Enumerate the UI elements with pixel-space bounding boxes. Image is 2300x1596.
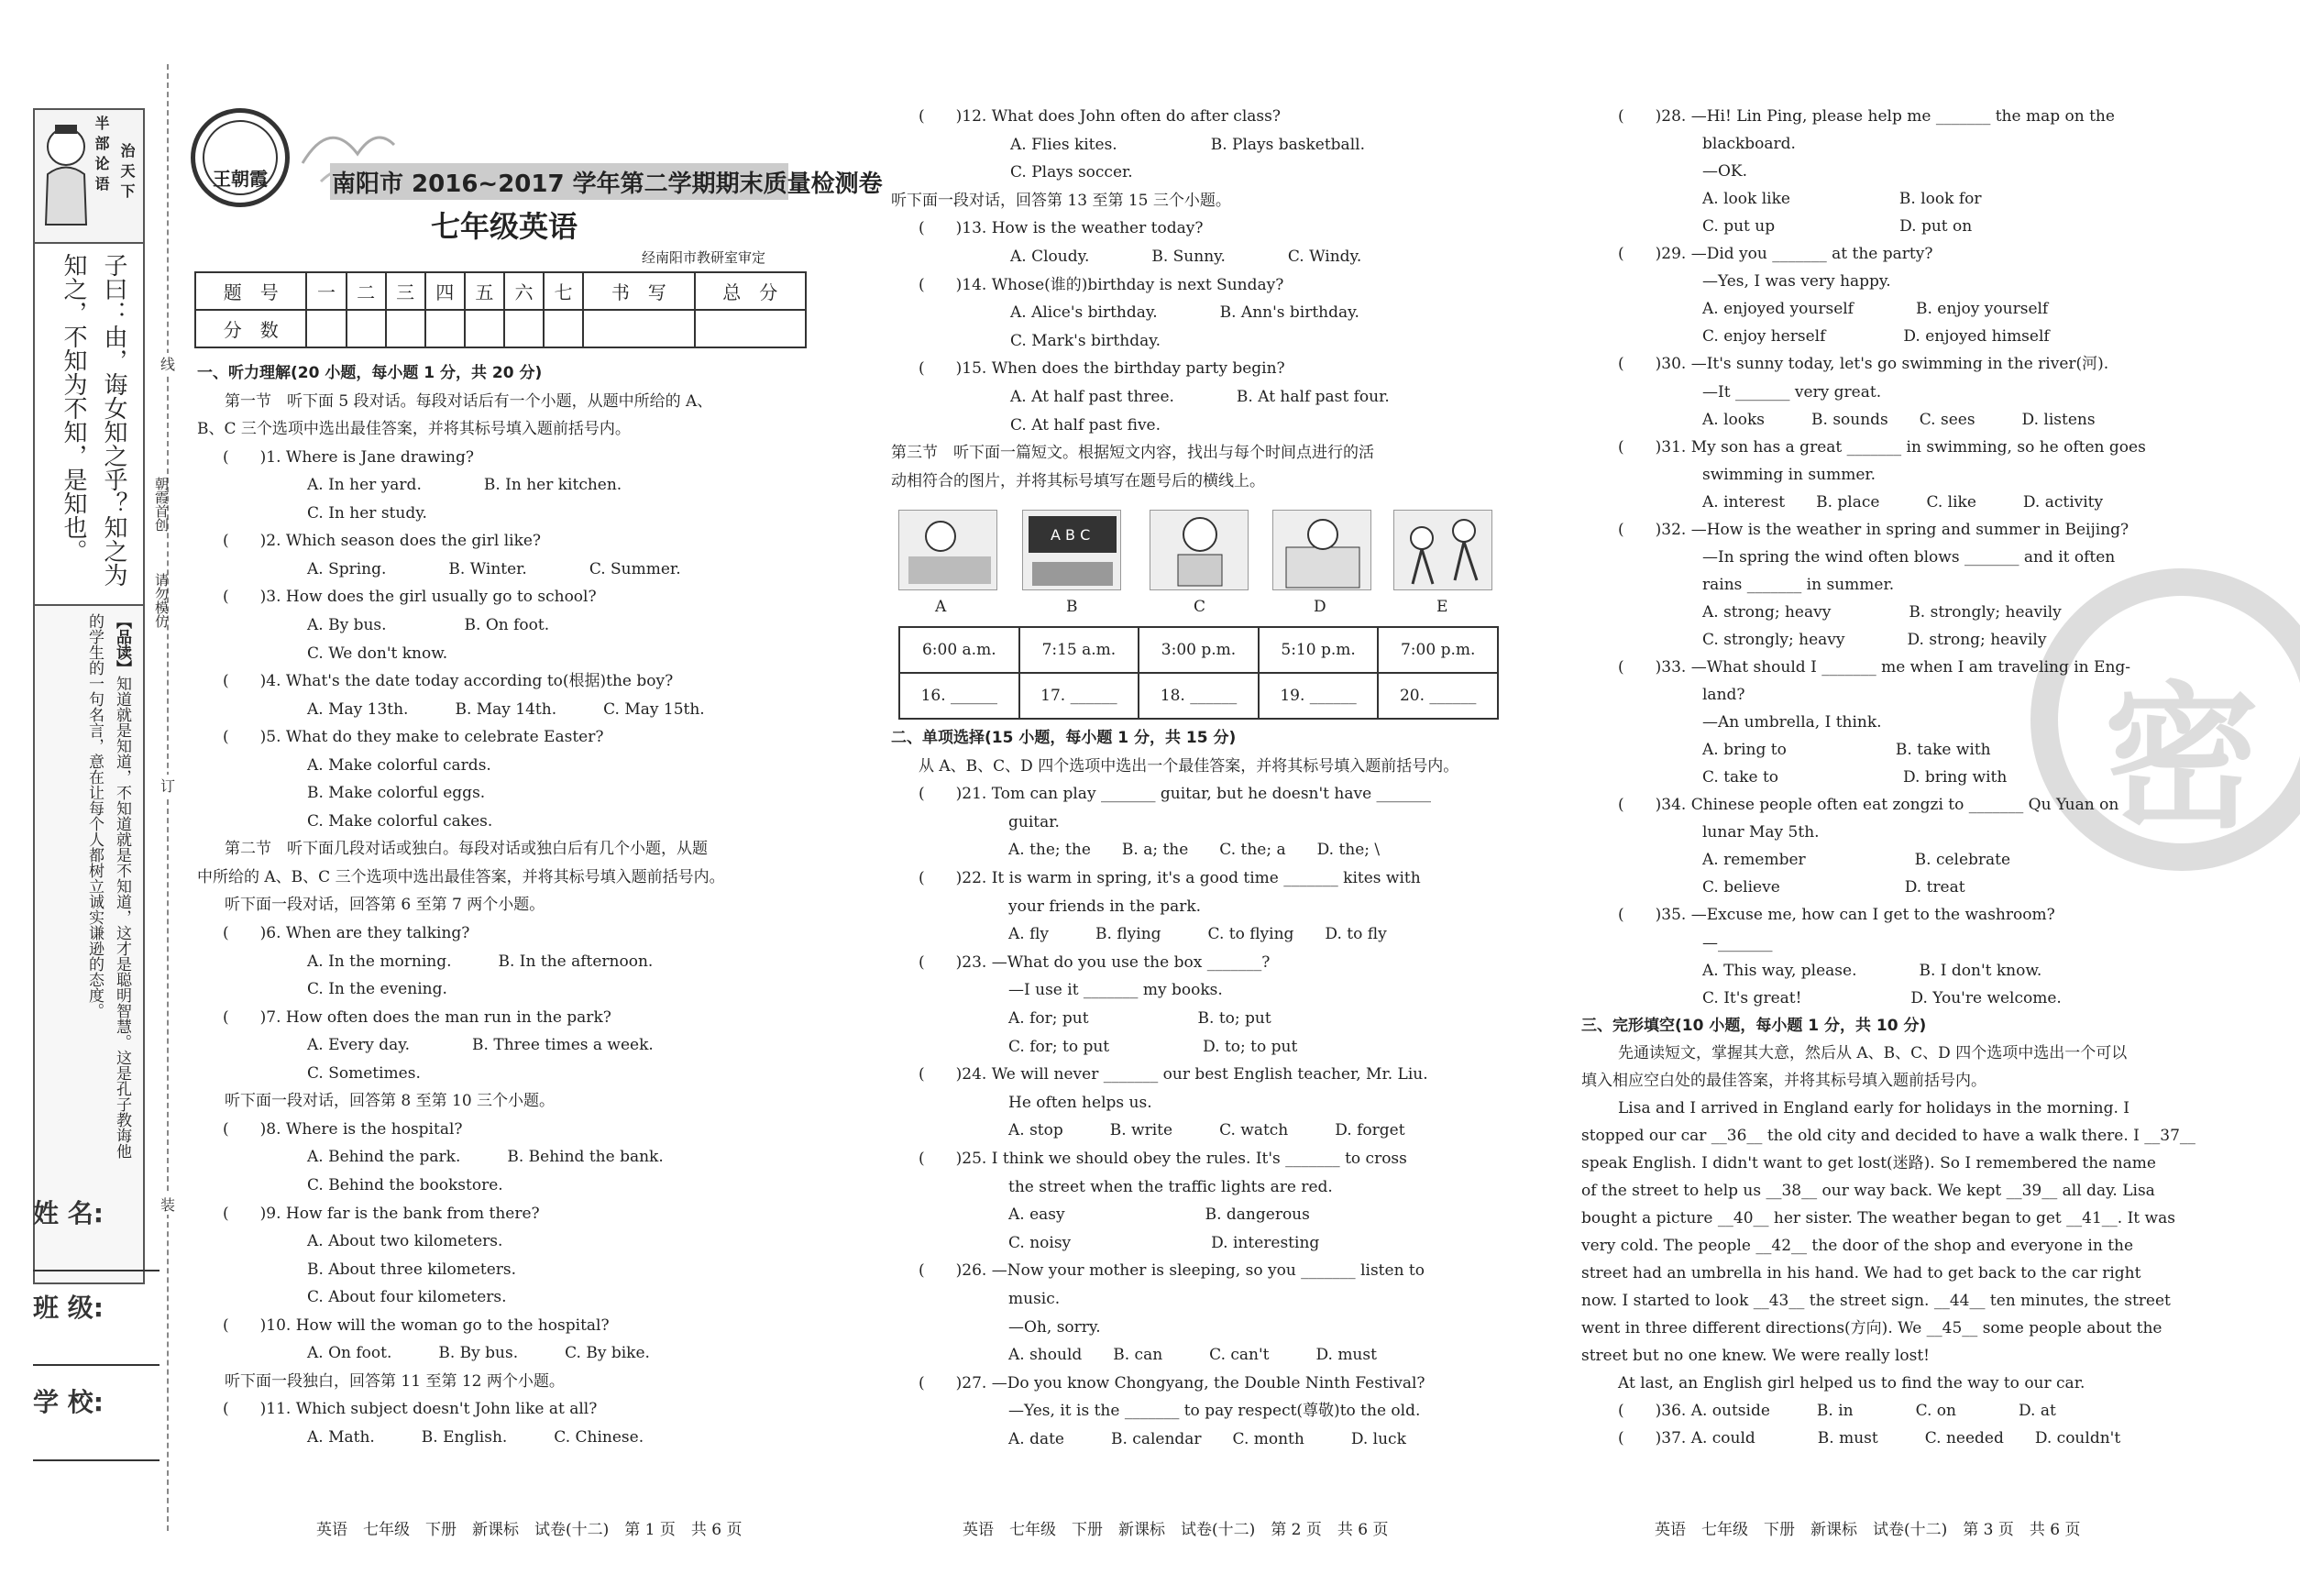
text-line: ( )22. It is warm in spring, it's a good time _______ kites with bbox=[919, 869, 1421, 887]
sidebar-reading-box bbox=[33, 606, 145, 1284]
time-cell: 5:10 p.m. bbox=[1259, 627, 1379, 673]
text-line: A. easy B. dangerous bbox=[1008, 1205, 1310, 1225]
time-cell: 7:00 p.m. bbox=[1378, 627, 1498, 673]
text-line: A. Make colorful cards. bbox=[307, 755, 491, 775]
text-line: rains _______ in summer. bbox=[1702, 575, 1895, 594]
text-line: C. We don't know. bbox=[307, 644, 448, 663]
text-line: ( )12. What does John often do after class? bbox=[919, 107, 1281, 126]
text-line: A. look like B. look for bbox=[1702, 190, 1982, 209]
text-line: —OK. bbox=[1702, 162, 1748, 182]
score-cell: 六 bbox=[504, 272, 544, 310]
text-line: C. It's great! D. You're welcome. bbox=[1702, 988, 2062, 1007]
text-line: Lisa and I arrived in England early for holidays in the morning. I bbox=[1618, 1098, 2129, 1117]
text-line: ( )28. —Hi! Lin Ping, please help me _______ the map on the bbox=[1618, 107, 2115, 126]
text-line: street but no one knew. We were really lost! bbox=[1581, 1347, 1931, 1366]
text-line: —Yes, I was very happy. bbox=[1702, 272, 1891, 292]
text-line: C. take to D. bring with bbox=[1702, 768, 2008, 787]
page-column-3 bbox=[1581, 0, 2195, 1467]
binding-dash-line bbox=[167, 64, 169, 1531]
dash-label-xian: 线 bbox=[158, 353, 178, 374]
logo-text: 王朝霞 bbox=[213, 168, 268, 190]
footer-page-3: 英语 七年级 下册 新课标 试卷(十二) 第 3 页 共 6 页 bbox=[1655, 1521, 2081, 1539]
text-line: ( )21. Tom can play _______ guitar, but he doesn't have _______ bbox=[919, 785, 1432, 804]
text-line: A. Every day. B. Three times a week. bbox=[307, 1036, 654, 1055]
text-line: A. By bus. B. On foot. bbox=[307, 615, 550, 634]
time-cell: 3:00 p.m. bbox=[1139, 627, 1259, 673]
text-line: C. Mark's birthday. bbox=[1010, 331, 1161, 350]
footer-page-2: 英语 七年级 下册 新课标 试卷(十二) 第 2 页 共 6 页 bbox=[963, 1521, 1389, 1539]
text-line: ( )25. I think we should obey the rules. It's _______ to cross bbox=[919, 1150, 1407, 1168]
text-line: stopped our car __36__ the old city and decided to have a walk there. I __37__ bbox=[1581, 1126, 2195, 1145]
text-line: ( )15. When does the birthday party begin? bbox=[919, 359, 1285, 379]
text-line: street had an umbrella in his hand. We had to get back to the car right bbox=[1581, 1264, 2141, 1283]
text-line: ( )36. A. outside B. in C. on D. at bbox=[1618, 1402, 2056, 1421]
text-line: He often helps us. bbox=[1008, 1093, 1152, 1112]
dash-label-zhuang: 装 bbox=[158, 1194, 178, 1215]
sidebar-label-1: 半部论语 bbox=[93, 116, 110, 196]
picture-label-a: A bbox=[935, 598, 947, 616]
text-line: C. Behind the bookstore. bbox=[307, 1175, 503, 1194]
score-cell: 二 bbox=[347, 272, 386, 310]
text-line: A. looks B. sounds C. sees D. listens bbox=[1702, 410, 2096, 429]
exam-title: 南阳市 2016~2017 学年第二学期期末质量检测卷 bbox=[332, 171, 883, 198]
score-cell: 五 bbox=[465, 272, 504, 310]
reading-text: 知道就是知道，不知道就是不知道，这才是聪明智慧。这是孔子教诲他的学生的一句名言，意在让每个人都树立诚实谦逊的态度。 bbox=[85, 613, 131, 1159]
text-line: ( )8. Where is the hospital? bbox=[223, 1119, 463, 1139]
class-line[interactable] bbox=[33, 1364, 160, 1366]
picture-label-b: B bbox=[1066, 598, 1078, 616]
text-line: ( )23. —What do you use the box _______? bbox=[919, 952, 1271, 972]
text-line: B、C 三个选项中选出最佳答案，并将其标号填入题前括号内。 bbox=[197, 420, 631, 439]
school-line[interactable] bbox=[33, 1459, 160, 1461]
text-line: —In spring the wind often blows _______ and it often bbox=[1702, 547, 2116, 567]
subject-title: 七年级英语 bbox=[431, 209, 578, 244]
text-line: —_______ bbox=[1702, 933, 1773, 952]
text-line: A. This way, please. B. I don't know. bbox=[1702, 961, 2042, 980]
text-line: C. believe D. treat bbox=[1702, 878, 1965, 897]
text-line: land? bbox=[1702, 686, 1745, 705]
text-line: A. About two kilometers. bbox=[307, 1232, 503, 1251]
text-line: ( )33. —What should I _______ me when I am traveling in Eng- bbox=[1618, 658, 2131, 677]
text-line: 三、完形填空(10 小题，每小题 1 分，共 10 分) bbox=[1581, 1016, 1927, 1035]
picture-label-c: C bbox=[1194, 598, 1206, 616]
text-line: 听下面一段对话，回答第 8 至第 10 三个小题。 bbox=[225, 1092, 556, 1111]
text-line: C. Plays soccer. bbox=[1010, 163, 1133, 182]
text-line: ( )31. My son has a great _______ in swimming, so he often goes bbox=[1618, 437, 2146, 457]
sidebar-emblem bbox=[33, 108, 145, 244]
text-line: At last, an English girl helped us to find the way to our car. bbox=[1618, 1374, 2085, 1393]
answer-blank[interactable]: 18. ______ bbox=[1139, 673, 1259, 719]
text-line: A. should B. can C. can't D. must bbox=[1008, 1346, 1377, 1365]
time-cell: 6:00 a.m. bbox=[899, 627, 1019, 673]
name-line[interactable] bbox=[33, 1270, 160, 1271]
text-line: A. In her yard. B. In her kitchen. bbox=[307, 476, 622, 495]
text-line: 第二节 听下面几段对话或独白。每段对话或独白后有几个小题，从题 bbox=[225, 840, 708, 859]
text-line: —An umbrella, I think. bbox=[1702, 713, 1882, 732]
text-line: A. Cloudy. B. Sunny. C. Windy. bbox=[1010, 248, 1362, 266]
text-line: ( )4. What's the date today according to(根据)the boy? bbox=[223, 672, 674, 691]
text-line: ( )11. Which subject doesn't John like at all? bbox=[223, 1400, 598, 1419]
text-line: C. In her study. bbox=[307, 503, 427, 523]
text-line: A. Spring. B. Winter. C. Summer. bbox=[307, 559, 681, 578]
text-line: 第三节 听下面一篇短文。根据短文内容，找出与每个时间点进行的活 bbox=[891, 444, 1374, 463]
text-line: your friends in the park. bbox=[1008, 897, 1202, 916]
answer-blank[interactable]: 16. ______ bbox=[899, 673, 1019, 719]
text-line: A. stop B. write C. watch D. forget bbox=[1008, 1121, 1405, 1140]
vertical-note-2: 请勿模仿 bbox=[153, 573, 170, 628]
text-line: C. Make colorful cakes. bbox=[307, 811, 493, 831]
text-line: —It _______ very great. bbox=[1702, 382, 1882, 402]
text-line: A. remember B. celebrate bbox=[1702, 851, 2011, 870]
footer-page-1: 英语 七年级 下册 新课标 试卷(十二) 第 1 页 共 6 页 bbox=[316, 1521, 743, 1539]
score-cell: 题 号 bbox=[195, 272, 306, 310]
text-line: 一、听力理解(20 小题，每小题 1 分，共 20 分) bbox=[197, 364, 543, 382]
review-note: 经南阳市教研室审定 bbox=[642, 249, 766, 266]
text-line: the street when the traffic lights are red. bbox=[1008, 1177, 1333, 1196]
text-line: ( )10. How will the woman go to the hospital? bbox=[223, 1315, 610, 1335]
vertical-note-1: 朝霞首创 bbox=[153, 477, 170, 532]
text-line: A. enjoyed yourself B. enjoy yourself bbox=[1702, 300, 2049, 319]
text-line: now. I started to look __43__ the street sign. __44__ ten minutes, the street bbox=[1581, 1292, 2171, 1311]
text-line: A. the; the B. a; the C. the; a D. the; \ bbox=[1008, 841, 1381, 860]
answer-blank[interactable]: 19. ______ bbox=[1259, 673, 1379, 719]
text-line: of the street to help us __38__ our way back. We kept __39__ all day. Lisa bbox=[1581, 1181, 2155, 1200]
text-line: music. bbox=[1008, 1290, 1061, 1308]
text-line: ( )37. A. could B. must C. needed D. couldn't bbox=[1618, 1429, 2121, 1448]
text-line: 二、单项选择(15 小题，每小题 1 分，共 15 分) bbox=[891, 729, 1237, 747]
sidebar-label-2: 治天下 bbox=[118, 143, 136, 204]
text-line: ( )6. When are they talking? bbox=[223, 924, 470, 942]
text-line: A. May 13th. B. May 14th. C. May 15th. bbox=[307, 699, 705, 719]
text-line: A. strong; heavy B. strongly; heavily bbox=[1702, 602, 2062, 622]
text-line: ( )7. How often does the man run in the park? bbox=[223, 1007, 611, 1027]
text-line: ( )9. How far is the bank from there? bbox=[223, 1204, 540, 1223]
confucius-figure-icon bbox=[39, 119, 94, 229]
text-line: C. At half past five. bbox=[1010, 415, 1161, 435]
page-column-2-bottom bbox=[891, 0, 1505, 1467]
text-line: 填入相应空白处的最佳答案，并将其标号填入题前括号内。 bbox=[1581, 1071, 1986, 1090]
text-line: A. Alice's birthday. B. Ann's birthday. bbox=[1010, 303, 1359, 323]
dash-label-ding: 订 bbox=[158, 775, 178, 796]
text-line: C. In the evening. bbox=[307, 980, 447, 999]
text-line: ( )3. How does the girl usually go to school? bbox=[223, 588, 597, 607]
picture-label-e: E bbox=[1436, 598, 1448, 616]
time-cell: 7:15 a.m. bbox=[1019, 627, 1139, 673]
text-line: blackboard. bbox=[1702, 135, 1796, 154]
text-line: ( )5. What do they make to celebrate Easter? bbox=[223, 728, 604, 747]
text-line: ( )1. Where is Jane drawing? bbox=[223, 447, 474, 467]
text-line: 中所给的 A、B、C 三个选项中选出最佳答案，并将其标号填入题前括号内。 bbox=[197, 867, 725, 886]
text-line: guitar. bbox=[1008, 812, 1060, 831]
text-line: C. noisy D. interesting bbox=[1008, 1233, 1320, 1252]
text-line: —Oh, sorry. bbox=[1008, 1317, 1101, 1337]
text-line: 听下面一段对话，回答第 6 至第 7 两个小题。 bbox=[225, 896, 545, 915]
text-line: A. Math. B. English. C. Chinese. bbox=[307, 1427, 644, 1447]
text-line: ( )27. —Do you know Chongyang, the Double Ninth Festival? bbox=[919, 1373, 1425, 1392]
text-line: bought a picture __40__ her sister. The weather began to get __41__. It was bbox=[1581, 1209, 2175, 1227]
text-line: A. In the morning. B. In the afternoon. bbox=[307, 952, 654, 971]
score-cell: 三 bbox=[386, 272, 425, 310]
text-line: went in three different directions(方向). We __45__ some people about the bbox=[1581, 1319, 2162, 1338]
text-line: —Yes, it is the _______ to pay respect(尊敬)to the old. bbox=[1008, 1402, 1421, 1421]
answer-blank[interactable]: 20. ______ bbox=[1378, 673, 1498, 719]
score-cell: 四 bbox=[425, 272, 465, 310]
text-line: ( )32. —How is the weather in spring and summer in Beijing? bbox=[1618, 520, 2129, 539]
text-line: ( )35. —Excuse me, how can I get to the washroom? bbox=[1618, 906, 2055, 925]
text-line: 听下面一段独白，回答第 11 至第 12 两个小题。 bbox=[225, 1371, 565, 1391]
text-line: A. interest B. place C. like D. activity bbox=[1702, 492, 2104, 512]
text-line: ( )26. —Now your mother is sleeping, so you _______ listen to bbox=[919, 1261, 1425, 1281]
text-line: lunar May 5th. bbox=[1702, 823, 1820, 842]
text-line: 第一节 听下面 5 段对话。每段对话后有一个小题，从题中所给的 A、 bbox=[225, 391, 713, 411]
text-line: swimming in summer. bbox=[1702, 465, 1876, 484]
board-text: A B C bbox=[1051, 526, 1091, 544]
confucius-quote: 子曰：由，诲女知之乎？知之为知之，不知为不知，是知也。 bbox=[60, 253, 127, 587]
reading-title: 【品读】 bbox=[113, 613, 131, 676]
text-line: C. About four kilometers. bbox=[307, 1288, 507, 1307]
score-cell: 书 写 bbox=[583, 272, 694, 310]
school-label: 学 校: bbox=[33, 1387, 104, 1417]
text-line: 先通读短文，掌握其大意，然后从 A、B、C、D 四个选项中选出一个可以 bbox=[1618, 1043, 2128, 1062]
text-line: 动相符合的图片，并将其标号填写在题号后的横线上。 bbox=[891, 471, 1265, 490]
score-cell: 总 分 bbox=[695, 272, 806, 310]
text-line: 从 A、B、C、D 四个选项中选出一个最佳答案，并将其标号填入题前括号内。 bbox=[919, 756, 1459, 776]
text-line: C. Sometimes. bbox=[307, 1063, 421, 1083]
picture-label-d: D bbox=[1314, 598, 1326, 616]
text-line: B. About three kilometers. bbox=[307, 1260, 517, 1279]
text-line: ( )34. Chinese people often eat zongzi to _______ Qu Yuan on bbox=[1618, 796, 2119, 815]
text-line: A. At half past three. B. At half past four. bbox=[1010, 388, 1390, 406]
stamp-text: 密 bbox=[2103, 668, 2260, 850]
text-line: A. bring to B. take with bbox=[1702, 741, 1991, 760]
score-cell: 分 数 bbox=[195, 310, 306, 347]
text-line: C. strongly; heavy D. strong; heavily bbox=[1702, 630, 2047, 649]
text-line: B. Make colorful eggs. bbox=[307, 784, 486, 803]
score-cell: 七 bbox=[544, 272, 583, 310]
text-line: ( )24. We will never _______ our best English teacher, Mr. Liu. bbox=[919, 1065, 1428, 1084]
name-label: 姓 名: bbox=[33, 1198, 104, 1228]
text-line: speak English. I didn't want to get lost(迷路). So I remembered the name bbox=[1581, 1153, 2156, 1172]
class-label: 班 级: bbox=[33, 1293, 104, 1323]
text-line: C. for; to put D. to; to put bbox=[1008, 1037, 1298, 1056]
text-line: ( )13. How is the weather today? bbox=[919, 219, 1204, 238]
text-line: very cold. The people __42__ the door of the shop and everyone in the bbox=[1581, 1237, 2134, 1256]
text-line: A. for; put B. to; put bbox=[1008, 1009, 1271, 1028]
text-line: —I use it _______ my books. bbox=[1008, 981, 1223, 1000]
binding-sidebar bbox=[29, 108, 147, 1162]
score-cell: 一 bbox=[306, 272, 346, 310]
text-line: A. On foot. B. By bus. C. By bike. bbox=[307, 1344, 650, 1363]
text-line: A. date B. calendar C. month D. luck bbox=[1008, 1430, 1406, 1448]
text-line: 听下面一段对话，回答第 13 至第 15 三个小题。 bbox=[891, 191, 1231, 210]
text-line: A. Flies kites. B. Plays basketball. bbox=[1010, 135, 1365, 154]
answer-blank[interactable]: 17. ______ bbox=[1019, 673, 1139, 719]
text-line: C. put up D. put on bbox=[1702, 217, 1973, 237]
text-line: ( )14. Whose(谁的)birthday is next Sunday? bbox=[919, 275, 1284, 294]
sidebar-quote-box bbox=[33, 244, 145, 606]
text-line: ( )2. Which season does the girl like? bbox=[223, 532, 542, 551]
text-line: ( )30. —It's sunny today, let's go swimming in the river(河). bbox=[1618, 355, 2109, 374]
text-line: A. Behind the park. B. Behind the bank. bbox=[307, 1148, 664, 1167]
text-line: C. enjoy herself D. enjoyed himself bbox=[1702, 327, 2050, 347]
page-column-1 bbox=[197, 0, 811, 1467]
text-line: ( )29. —Did you _______ at the party? bbox=[1618, 245, 1933, 264]
text-line: A. fly B. flying C. to flying D. to fly bbox=[1008, 925, 1387, 944]
